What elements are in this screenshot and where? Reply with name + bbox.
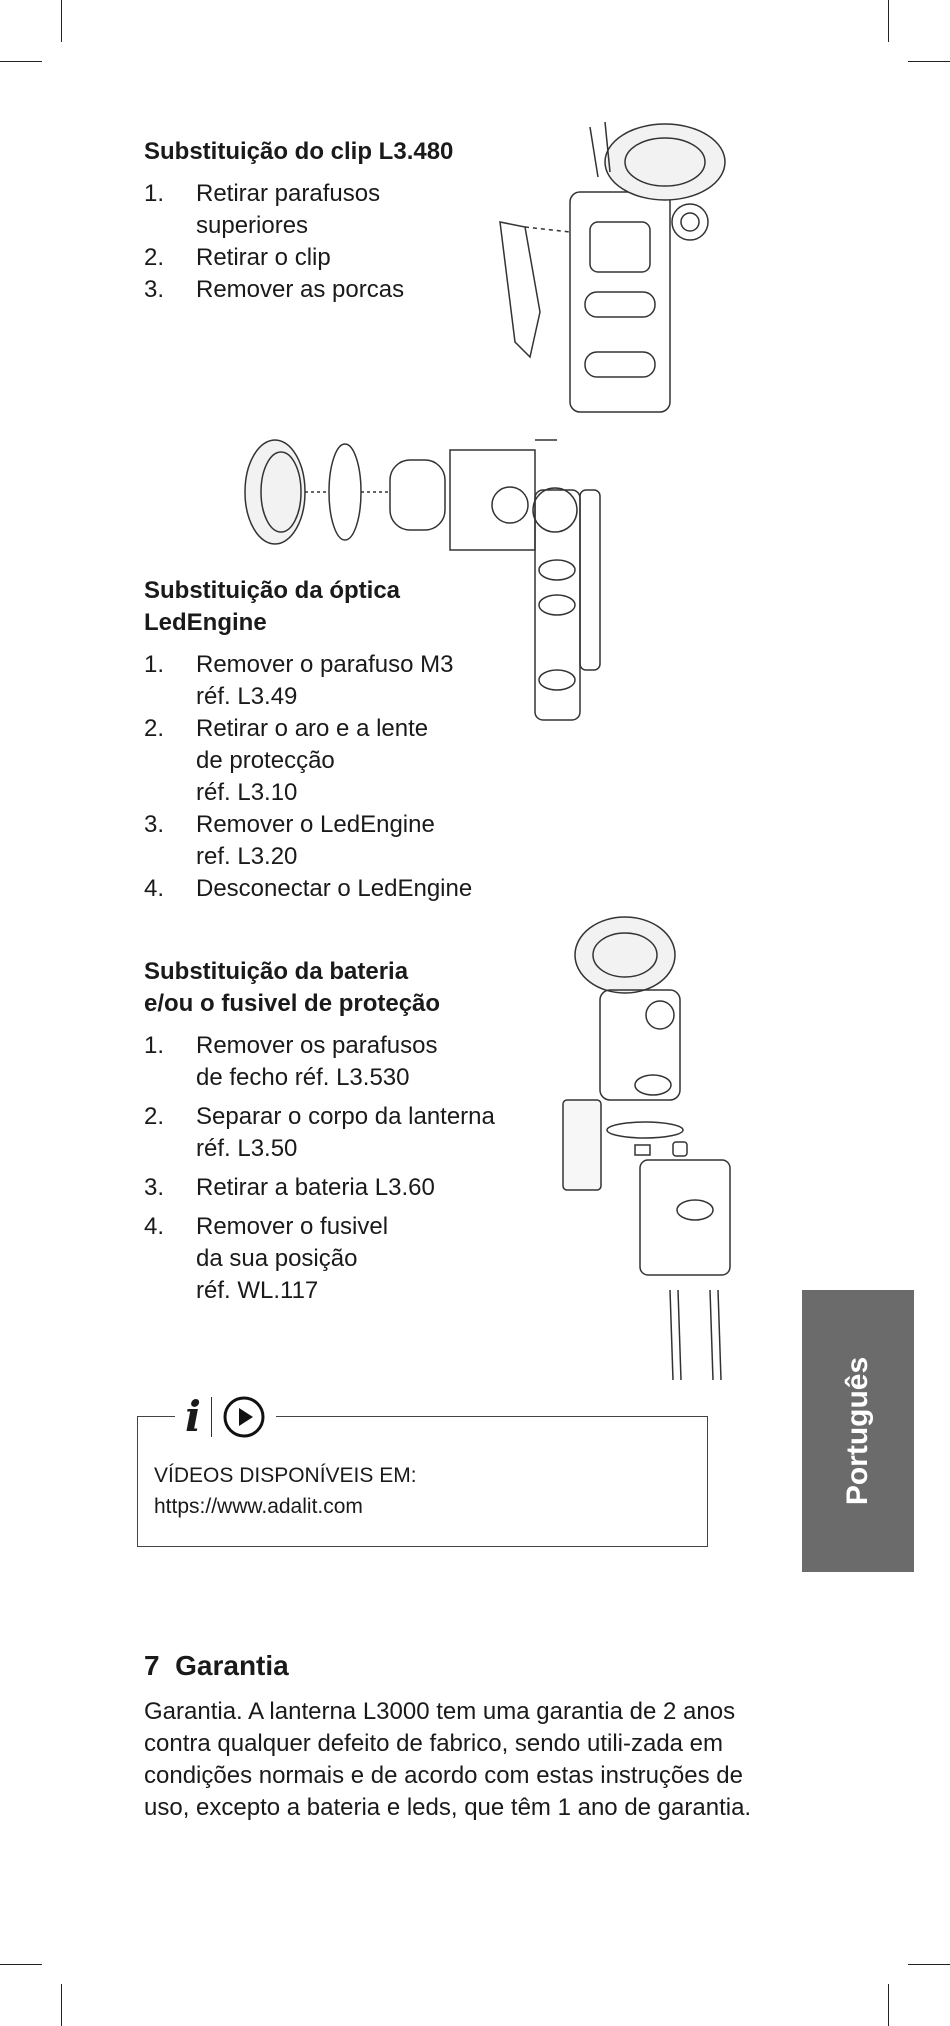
crop-mark	[908, 61, 950, 62]
crop-mark	[61, 1984, 62, 2026]
step-item: 3. Retirar a bateria L3.60	[144, 1174, 435, 1201]
info-icon: i	[185, 1392, 201, 1441]
step-item: 4. Desconectar o LedEngine	[144, 875, 473, 902]
crop-mark	[0, 1964, 42, 1965]
step-item: 2. Retirar o aro e a lente de protecção réf. L3.10	[144, 715, 429, 806]
language-label: Português	[841, 1356, 875, 1506]
step-item: 2. Retirar o clip	[144, 244, 331, 271]
step-item: 4. Remover o fusivel da sua posição réf. WL.117	[144, 1213, 389, 1304]
language-tab	[802, 1290, 914, 1572]
section-title: Substituição da bateria e/ou o fusivel de proteção	[144, 958, 441, 1017]
play-icon	[222, 1395, 266, 1439]
step-item: 3. Remover as porcas	[144, 276, 405, 303]
section-title: Substituição do clip L3.480	[144, 138, 454, 165]
clip-exploded-illustration	[490, 112, 740, 422]
crop-mark	[888, 0, 889, 42]
warranty-body: Garantia. A lanterna L3000 tem uma garantia de 2 anos contra qualquer defeito de fabrico, sendo utili-zada em condições normais e de acordo com estas instruções de uso, excepto a bateria e leds, que têm 1 ano de garantia.	[144, 1698, 752, 1821]
battery-exploded-illustration	[555, 910, 755, 1385]
crop-mark	[888, 1984, 889, 2026]
crop-mark	[0, 61, 42, 62]
clip-replacement-section	[144, 136, 524, 306]
info-heading: VÍDEOS DISPONÍVEIS EM:	[154, 1464, 417, 1487]
info-icons	[175, 1392, 276, 1442]
warranty-title: 7 Garantia	[144, 1650, 289, 1681]
step-item: 1. Remover os parafusos de fecho réf. L3.530	[144, 1032, 438, 1091]
divider	[211, 1397, 212, 1437]
battery-replacement-section	[144, 956, 564, 1314]
step-item: 2. Separar o corpo da lanterna réf. L3.50	[144, 1103, 495, 1162]
step-item: 1. Remover o parafuso M3 réf. L3.49	[144, 651, 454, 710]
crop-mark	[908, 1964, 950, 1965]
video-info-text	[154, 1460, 417, 1522]
crop-mark	[61, 0, 62, 42]
section-title: Substituição da óptica LedEngine	[144, 577, 401, 636]
info-link[interactable]: https://www.adalit.com	[154, 1495, 363, 1518]
step-item: 1. Retirar parafusos superiores	[144, 180, 381, 239]
step-item: 3. Remover o LedEngine ref. L3.20	[144, 811, 435, 870]
optics-replacement-section	[144, 575, 544, 905]
